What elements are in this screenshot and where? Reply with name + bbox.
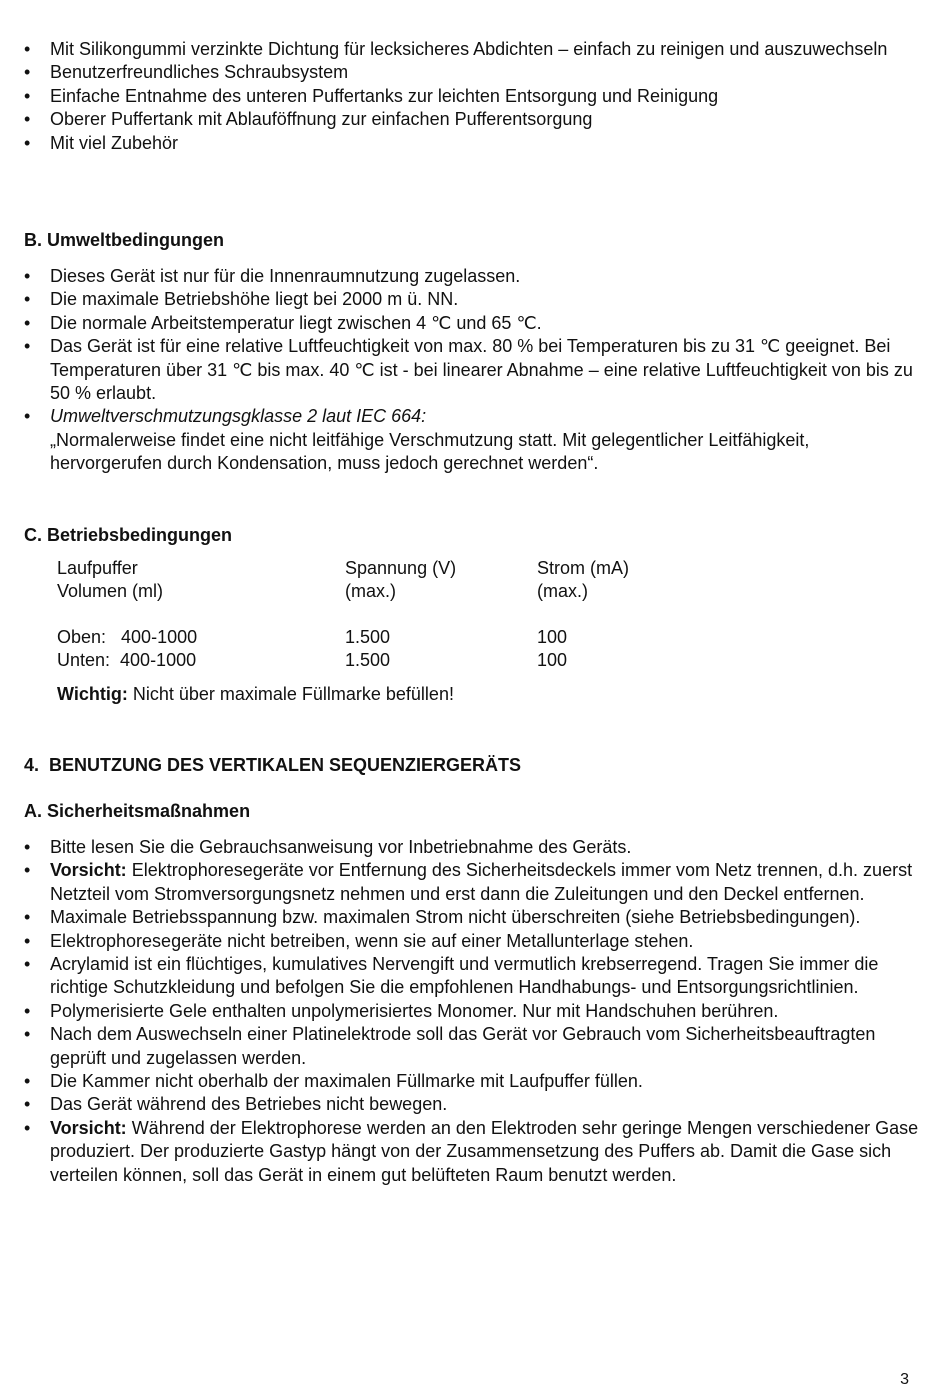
list-item: • Acrylamid ist ein flüchtiges, kumulatives Nervengift und vermutlich krebserregend. Tragen Sie immer die richtige Schutzkleidung und befolgen Sie die empfohlenen Handhabungs- und Entsorgungsrichtlinien. <box>24 953 924 1000</box>
note-text: Nicht über maximale Füllmarke befüllen! <box>127 684 454 704</box>
list-item: • Elektrophoresegeräte nicht betreiben, wenn sie auf einer Metallunterlage stehen. <box>24 930 924 953</box>
caution-label: Vorsicht: <box>50 860 127 881</box>
list-item: • Mit Silikongummi verzinkte Dichtung für lecksicheres Abdichten – einfach zu reinigen und auszuwechseln <box>24 38 924 61</box>
section-b-heading: B. Umweltbedingungen <box>24 230 224 250</box>
list-item <box>24 1117 924 1187</box>
table-row <box>57 649 757 672</box>
table-cell: Unten: 400-1000 <box>57 650 197 670</box>
section-4-heading: 4. BENUTZUNG DES VERTIKALEN SEQUENZIERGERÄTS <box>24 755 522 775</box>
safety-list <box>24 836 924 1187</box>
pollution-title: Umweltverschmutzungsgklasse 2 laut IEC 664: <box>50 406 427 427</box>
table-row <box>57 626 757 649</box>
header-cell: Strom (mA) <box>537 558 629 578</box>
header-cell: Volumen (ml) <box>57 581 164 601</box>
list-item <box>24 405 924 475</box>
important-note <box>57 683 454 706</box>
list-item: • Die Kammer nicht oberhalb der maximalen Füllmarke mit Laufpuffer füllen. <box>24 1070 924 1093</box>
pollution-text: „Normalerweise findet eine nicht leitfähige Verschmutzung statt. Mit gelegentlicher Leitfähigkeit, hervorgerufen durch Kondensation, muss jedoch gerechnet werden“. <box>50 429 810 474</box>
environment-list <box>24 265 924 476</box>
list-item: • Das Gerät während des Betriebes nicht bewegen. <box>24 1093 924 1116</box>
table-header-row <box>57 580 757 603</box>
table-cell: Oben: 400-1000 <box>57 627 198 647</box>
header-cell: Spannung (V) <box>345 558 457 578</box>
table-header-row <box>57 557 757 580</box>
page-number: 3 <box>900 1371 909 1388</box>
header-cell: (max.) <box>537 581 588 601</box>
list-item: • Nach dem Auswechseln einer Platinelektrode soll das Gerät vor Gebrauch vom Sicherheitsbeauftragten geprüft und zugelassen werden. <box>24 1023 924 1070</box>
table-cell: 100 <box>537 627 568 647</box>
list-item: • Polymerisierte Gele enthalten unpolymerisiertes Monomer. Nur mit Handschuhen berühren. <box>24 1000 924 1023</box>
list-item: • Die maximale Betriebshöhe liegt bei 2000 m ü. NN. <box>24 288 924 311</box>
header-cell: Laufpuffer <box>57 558 138 578</box>
section-c-heading: C. Betriebsbedingungen <box>24 525 233 545</box>
feature-list <box>24 38 924 155</box>
table-cell: 1.500 <box>345 627 391 647</box>
caution-label: Vorsicht: <box>50 1117 127 1138</box>
header-cell: (max.) <box>345 581 396 601</box>
table-cell: 1.500 <box>345 650 391 670</box>
caution-text: Elektrophoresegeräte vor Entfernung des Sicherheitsdeckels immer vom Netz trennen, d.h. zuerst Netzteil vom Stromversorgungsnetz nehmen und erst dann die Zuleitungen und den Deckel entfernen. <box>50 860 913 904</box>
list-item: • Mit viel Zubehör <box>24 132 924 155</box>
list-item: • Einfache Entnahme des unteren Puffertanks zur leichten Entsorgung und Reinigung <box>24 85 924 108</box>
list-item: • Bitte lesen Sie die Gebrauchsanweisung vor Inbetriebnahme des Geräts. <box>24 836 924 859</box>
list-item: • Benutzerfreundliches Schraubsystem <box>24 61 924 84</box>
section-4a-heading: A. Sicherheitsmaßnahmen <box>24 801 251 821</box>
caution-text: Während der Elektrophorese werden an den Elektroden sehr geringe Mengen verschiedener Gase produziert. Der produzierte Gastyp hängt von der Zusammensetzung des Puffers ab. Damit die Gase sich verteilen können, soll das Gerät in einem gut belüfteten Raum benutzt werden. <box>50 1117 919 1185</box>
list-item: • Maximale Betriebsspannung bzw. maximalen Strom nicht überschreiten (siehe Betriebsbedingungen). <box>24 906 924 929</box>
list-item <box>24 859 924 906</box>
list-item: • Oberer Puffertank mit Ablauföffnung zur einfachen Pufferentsorgung <box>24 108 924 131</box>
note-label: Wichtig: <box>57 684 128 704</box>
list-item: • Dieses Gerät ist nur für die Innenraumnutzung zugelassen. <box>24 265 924 288</box>
list-item: • Die normale Arbeitstemperatur liegt zwischen 4 ℃ und 65 ℃. <box>24 312 924 335</box>
table-cell: 100 <box>537 650 568 670</box>
operating-conditions-table <box>57 557 757 672</box>
list-item: • Das Gerät ist für eine relative Luftfeuchtigkeit von max. 80 % bei Temperaturen bis zu 31 ℃ geeignet. Bei Temperaturen über 31 ℃ bis max. 40 ℃ ist - bei linearer Abnahme – eine relative Luftfeuchtigkeit von bis zu 50 % erlaubt. <box>24 335 924 405</box>
